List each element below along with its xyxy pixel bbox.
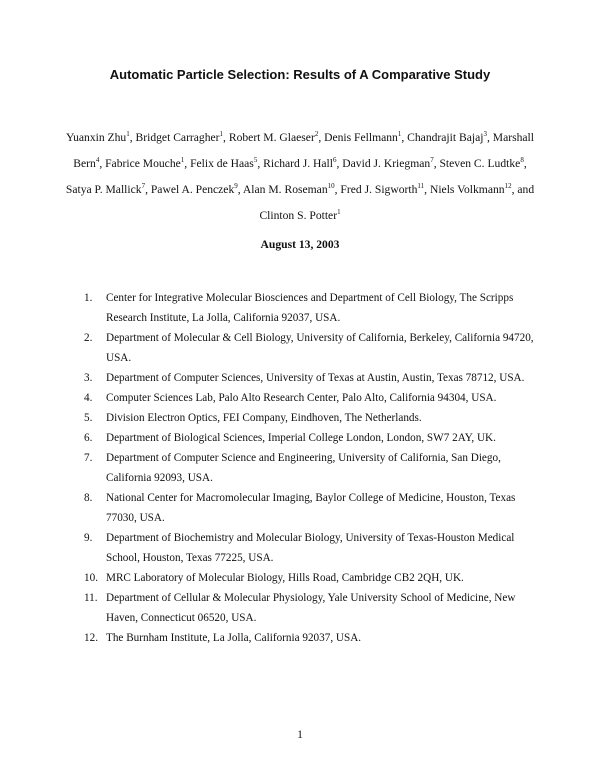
author <box>190 157 263 170</box>
author-separator: , <box>334 183 341 196</box>
author-name: Felix de Haas <box>190 157 254 170</box>
affiliation-text: Department of Biochemistry and Molecular Biology, University of Texas-Houston Medical School, Houston, Texas 77225, USA. <box>106 532 515 564</box>
affiliation-number: 10. <box>84 572 98 584</box>
paper-date: August 13, 2003 <box>260 238 340 251</box>
affiliation-marker: 1 <box>126 130 130 139</box>
author <box>243 183 341 196</box>
author-separator: , <box>424 183 430 196</box>
affiliation-text: Department of Biological Sciences, Imperial College London, London, SW7 2AY, UK. <box>106 432 496 444</box>
author-name: Satya P. Mallick <box>65 183 142 196</box>
author <box>259 209 340 222</box>
author <box>66 131 136 144</box>
affiliation-marker: 2 <box>314 130 319 139</box>
author-separator: , <box>433 157 440 170</box>
author-separator: , <box>401 131 408 144</box>
affiliation-marker: 1 <box>397 130 402 139</box>
author-separator: , <box>223 131 229 144</box>
author-name: Yuanxin Zhu <box>66 131 127 144</box>
affiliation-number: 12. <box>84 632 98 644</box>
affiliation-marker: 8 <box>520 156 524 165</box>
affiliation-item <box>84 628 534 648</box>
author-name: Marshall Bern <box>73 131 534 170</box>
affiliation-item <box>84 388 534 408</box>
affiliation-marker: 12 <box>504 182 512 191</box>
affiliation-marker: 5 <box>253 156 258 165</box>
paper-title: Automatic Particle Selection: Results of A Comparative Study <box>109 67 491 82</box>
author <box>66 183 151 196</box>
author-separator: , and <box>511 183 535 196</box>
author <box>229 131 324 144</box>
author-separator: , <box>99 157 106 170</box>
author <box>430 183 534 196</box>
affiliation-number: 4. <box>84 392 93 404</box>
author-separator: , <box>336 157 343 170</box>
affiliation-marker: 3 <box>483 130 487 139</box>
author-name: Bridget Carragher <box>135 131 220 144</box>
author <box>407 131 493 144</box>
author-separator: , <box>318 131 325 144</box>
author <box>324 131 407 144</box>
author-name: Pawel A. Penczek <box>150 183 235 196</box>
author-name: Alan M. Roseman <box>242 183 328 196</box>
author-separator: , <box>257 157 264 170</box>
author-name: David J. Kriegman <box>342 157 431 170</box>
author-name: Steven C. Ludtke <box>439 157 521 170</box>
affiliation-marker: 1 <box>337 208 341 217</box>
affiliation-marker: 6 <box>332 156 337 165</box>
author-name: Fred J. Sigworth <box>340 183 418 196</box>
author <box>105 157 190 170</box>
affiliation-number: 2. <box>84 332 93 344</box>
affiliation-item <box>84 568 534 588</box>
affiliation-item <box>84 528 534 568</box>
author-name: Robert M. Glaeser <box>228 131 315 144</box>
author-name: Denis Fellmann <box>324 131 398 144</box>
author-list <box>60 125 540 229</box>
affiliation-text: Department of Cellular & Molecular Physiology, Yale University School of Medicine, New Haven, Connecticut 06520, USA. <box>106 592 516 624</box>
author-name: Richard J. Hall <box>263 157 333 170</box>
author-separator: , <box>523 157 527 170</box>
affiliation-text: Division Electron Optics, FEI Company, Eindhoven, The Netherlands. <box>106 412 422 424</box>
author <box>151 183 243 196</box>
affiliation-number: 1. <box>84 292 93 304</box>
affiliation-number: 5. <box>84 412 93 424</box>
affiliation-marker: 10 <box>327 182 335 191</box>
affiliation-number: 3. <box>84 372 93 384</box>
affiliation-marker: 11 <box>417 182 425 191</box>
author <box>340 183 430 196</box>
affiliation-text: Department of Molecular & Cell Biology, University of California, Berkeley, California 94720, USA. <box>106 332 534 364</box>
affiliation-marker: 1 <box>219 130 224 139</box>
affiliation-marker: 4 <box>95 156 100 165</box>
affiliation-item <box>84 288 534 328</box>
affiliation-number: 7. <box>84 452 93 464</box>
affiliation-text: Department of Computer Sciences, University of Texas at Austin, Austin, Texas 78712, USA. <box>106 372 525 384</box>
author <box>342 157 439 170</box>
affiliation-item <box>84 368 534 388</box>
affiliation-item <box>84 328 534 368</box>
affiliation-number: 8. <box>84 492 93 504</box>
author-separator: , <box>237 183 243 196</box>
affiliation-marker: 7 <box>141 182 146 191</box>
affiliation-marker: 9 <box>234 182 238 191</box>
affiliation-item <box>84 488 534 528</box>
author-name: Chandrajit Bajaj <box>407 131 484 144</box>
affiliation-number: 9. <box>84 532 93 544</box>
affiliation-list <box>84 288 534 648</box>
author <box>263 157 342 170</box>
affiliation-text: MRC Laboratory of Molecular Biology, Hills Road, Cambridge CB2 2QH, UK. <box>106 572 464 584</box>
affiliation-item <box>84 428 534 448</box>
affiliation-number: 6. <box>84 432 93 444</box>
author-separator: , <box>184 157 191 170</box>
affiliation-item <box>84 408 534 428</box>
affiliation-item <box>84 448 534 488</box>
author-separator: , <box>129 131 136 144</box>
author-separator: , <box>145 183 151 196</box>
author <box>439 157 526 170</box>
author-name: Niels Volkmann <box>429 183 505 196</box>
author <box>136 131 229 144</box>
affiliation-number: 11. <box>84 592 98 604</box>
author-separator: , <box>486 131 493 144</box>
affiliation-marker: 7 <box>430 156 434 165</box>
affiliation-marker: 1 <box>180 156 185 165</box>
affiliation-text: National Center for Macromolecular Imaging, Baylor College of Medicine, Houston, Texas 77030, USA. <box>106 492 516 524</box>
affiliation-text: Department of Computer Science and Engineering, University of California, San Diego, California 92093, USA. <box>106 452 501 484</box>
affiliation-text: Computer Sciences Lab, Palo Alto Research Center, Palo Alto, California 94304, USA. <box>106 392 497 404</box>
affiliation-text: The Burnham Institute, La Jolla, California 92037, USA. <box>106 632 362 644</box>
author-name: Clinton S. Potter <box>259 209 338 222</box>
affiliation-item <box>84 588 534 628</box>
author-name: Fabrice Mouche <box>105 157 181 170</box>
page-number: 1 <box>297 728 303 741</box>
affiliation-text: Center for Integrative Molecular Biosciences and Department of Cell Biology, The Scripps Research Institute, La Jolla, California 92037, USA. <box>106 292 514 324</box>
